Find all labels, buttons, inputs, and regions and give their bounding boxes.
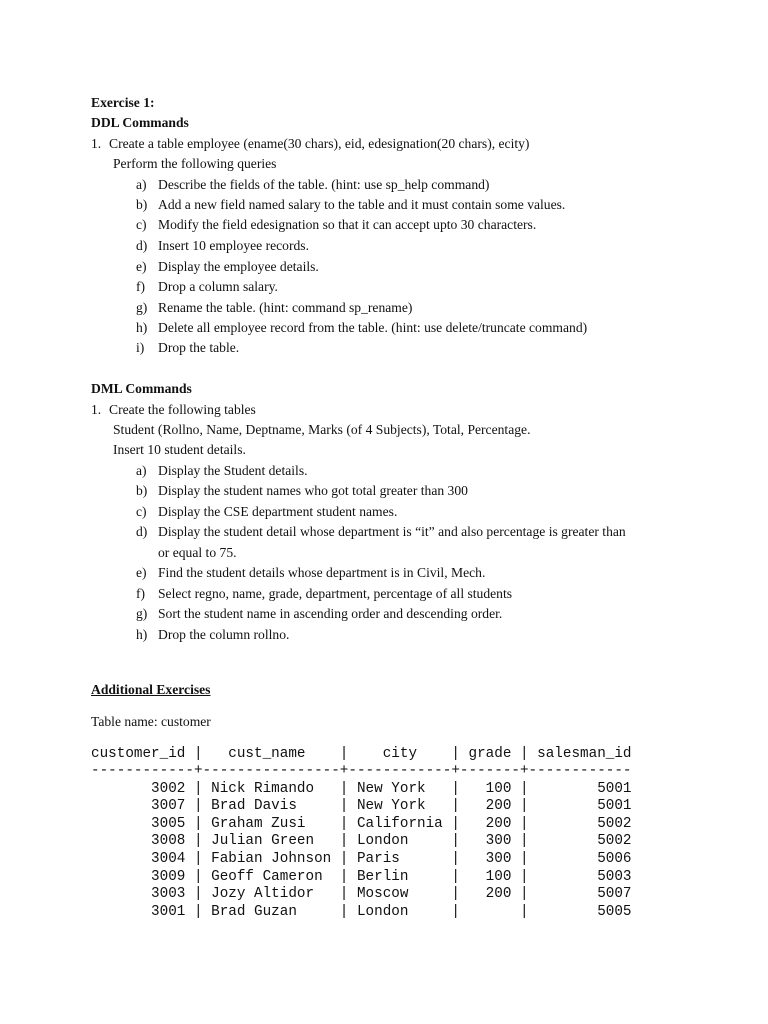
ddl-item-c-text: Modify the field edesignation so that it can accept upto 30 characters. [158, 217, 537, 232]
dml-item-h-text: Drop the column rollno. [158, 627, 290, 642]
ddl-item-f-label: f) [136, 279, 146, 294]
dml-question-text: Create the following tables [109, 402, 256, 417]
customer-table-separator: ------------+----------------+------------+-------+------------ [91, 763, 632, 779]
ddl-item-i-text: Drop the table. [158, 340, 240, 355]
dml-item-e-label: e) [136, 565, 147, 580]
dml-item-b-label: b) [136, 483, 148, 498]
ddl-item-i-label: i) [136, 340, 145, 355]
ddl-question-intro: Perform the following queries [113, 156, 277, 171]
ddl-item-d-text: Insert 10 employee records. [158, 238, 309, 253]
table-row: 3008 | Julian Green | London | 300 | 5002 [91, 833, 632, 849]
dml-item-f-label: f) [136, 586, 146, 601]
ddl-item-a-label: a) [136, 177, 147, 192]
ddl-heading: DDL Commands [91, 115, 189, 130]
dml-table-definition: Student (Rollno, Name, Deptname, Marks (of 4 Subjects), Total, Percentage. [113, 422, 531, 437]
dml-insert-instruction: Insert 10 student details. [113, 442, 246, 457]
additional-exercises-heading: Additional Exercises [91, 682, 211, 697]
exercise-title: Exercise 1: [91, 95, 155, 110]
dml-item-c-label: c) [136, 504, 147, 519]
dml-item-b-text: Display the student names who got total greater than 300 [158, 483, 468, 498]
dml-item-h-label: h) [136, 627, 148, 642]
dml-item-g-text: Sort the student name in ascending order and descending order. [158, 606, 503, 621]
ddl-item-g-text: Rename the table. (hint: command sp_rename) [158, 300, 413, 315]
table-row: 3009 | Geoff Cameron | Berlin | 100 | 5003 [91, 869, 632, 885]
dml-item-a-label: a) [136, 463, 147, 478]
ddl-item-g-label: g) [136, 300, 148, 315]
ddl-item-f-text: Drop a column salary. [158, 279, 278, 294]
customer-table-header: customer_id | cust_name | city | grade | salesman_id [91, 746, 632, 762]
ddl-item-b-text: Add a new field named salary to the table and it must contain some values. [158, 197, 566, 212]
dml-item-e-text: Find the student details whose department is in Civil, Mech. [158, 565, 486, 580]
ddl-item-h-label: h) [136, 320, 148, 335]
dml-item-f-text: Select regno, name, grade, department, percentage of all students [158, 586, 513, 601]
table-name-label: Table name: customer [91, 714, 211, 729]
table-row: 3005 | Graham Zusi | California | 200 | 5002 [91, 816, 632, 832]
dml-question-number: 1. [91, 402, 102, 417]
dml-item-d-continuation: or equal to 75. [158, 545, 237, 560]
ddl-question-number: 1. [91, 136, 102, 151]
ddl-question-text: Create a table employee (ename(30 chars), eid, edesignation(20 chars), ecity) [109, 136, 530, 151]
dml-heading: DML Commands [91, 381, 192, 396]
table-row: 3001 | Brad Guzan | London | | 5005 [91, 904, 632, 920]
ddl-item-e-text: Display the employee details. [158, 259, 319, 274]
ddl-item-b-label: b) [136, 197, 148, 212]
dml-item-d-text: Display the student detail whose department is “it” and also percentage is greater than [158, 524, 626, 539]
ddl-item-h-text: Delete all employee record from the table. (hint: use delete/truncate command) [158, 320, 588, 335]
ddl-item-e-label: e) [136, 259, 147, 274]
ddl-item-a-text: Describe the fields of the table. (hint: use sp_help command) [158, 177, 490, 192]
dml-item-c-text: Display the CSE department student names. [158, 504, 398, 519]
ddl-item-d-label: d) [136, 238, 148, 253]
ddl-item-c-label: c) [136, 217, 147, 232]
table-row: 3002 | Nick Rimando | New York | 100 | 5001 [91, 781, 632, 797]
table-row: 3007 | Brad Davis | New York | 200 | 5001 [91, 798, 632, 814]
table-row: 3004 | Fabian Johnson | Paris | 300 | 5006 [91, 851, 632, 867]
table-row: 3003 | Jozy Altidor | Moscow | 200 | 5007 [91, 886, 632, 902]
dml-item-a-text: Display the Student details. [158, 463, 308, 478]
dml-item-g-label: g) [136, 606, 148, 621]
dml-item-d-label: d) [136, 524, 148, 539]
